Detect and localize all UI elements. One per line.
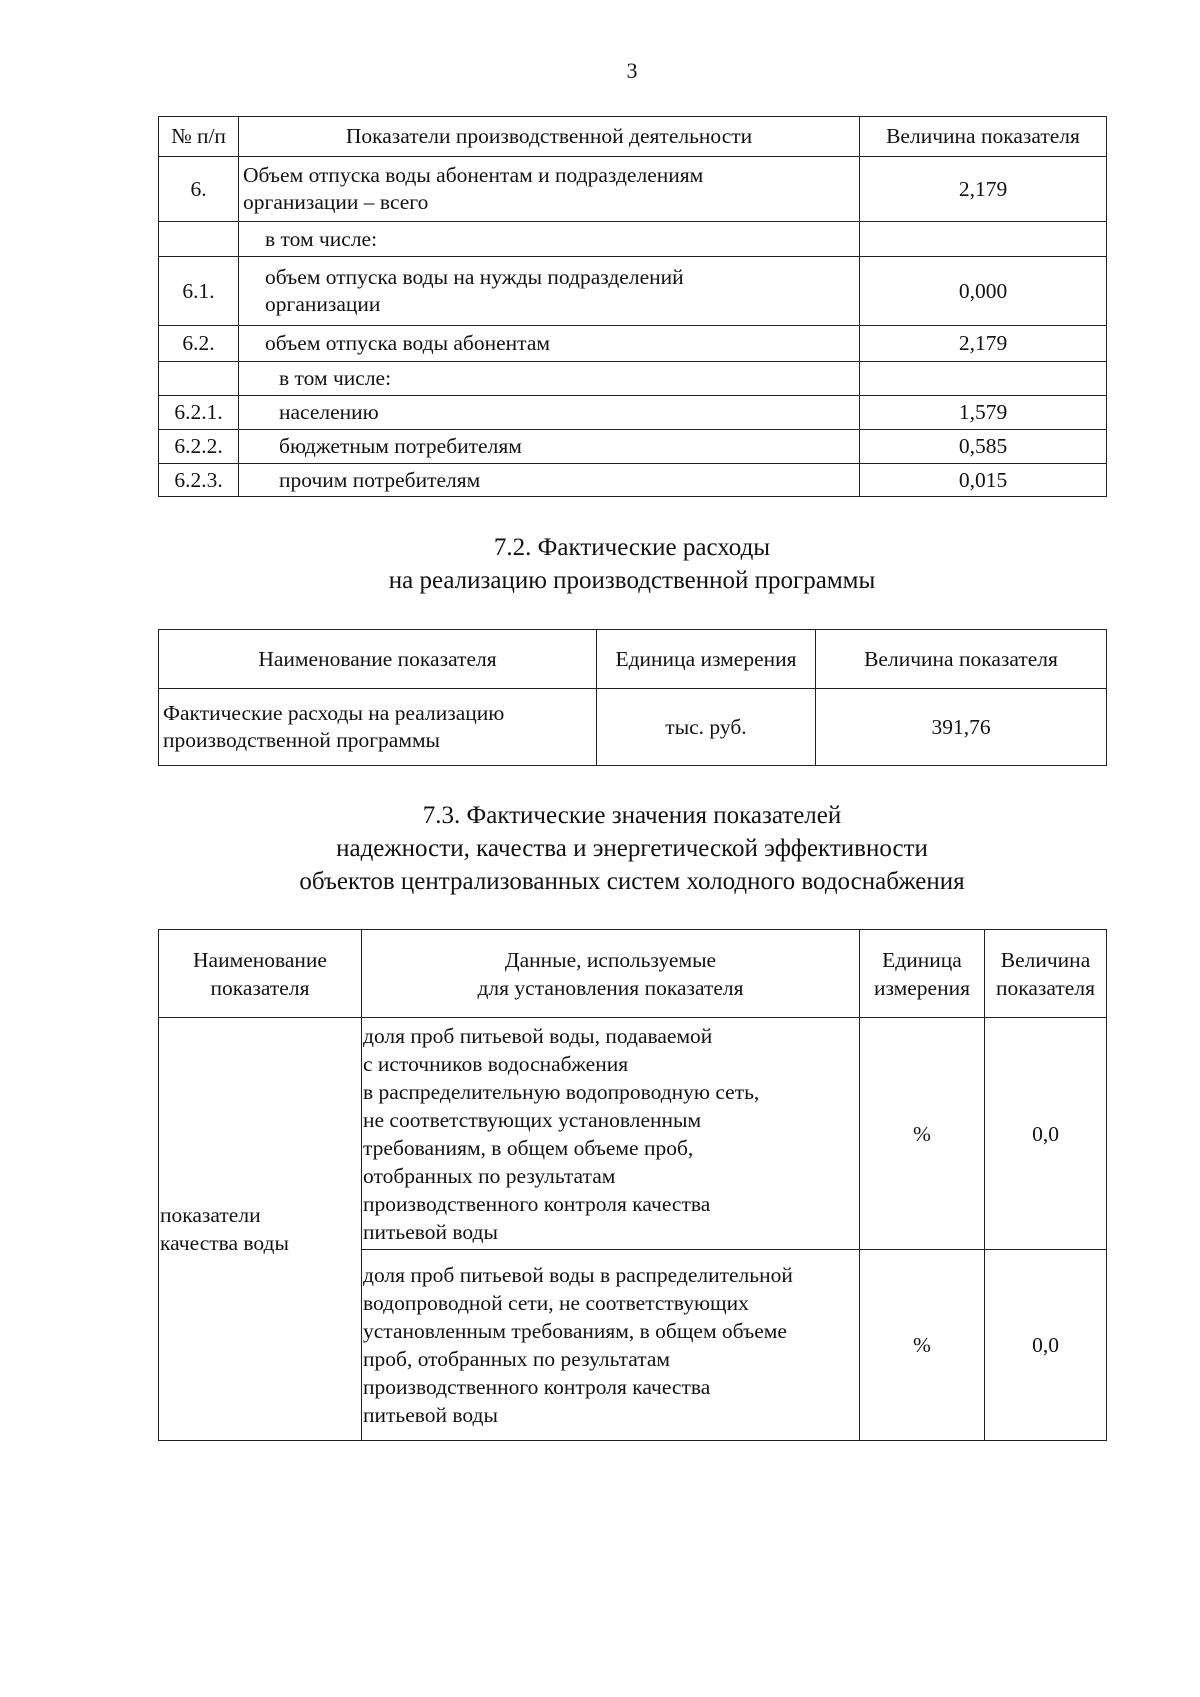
row-number: 6.1. — [159, 257, 239, 326]
row-value: 1,579 — [860, 396, 1107, 430]
row-number — [159, 362, 239, 396]
section-title-line: объектов централизованных систем холодного водоснабжения — [299, 868, 965, 895]
row-number: 6.2. — [159, 326, 239, 362]
row-number: 6.2.2. — [159, 430, 239, 464]
row-label: Объем отпуска воды абонентам и подразделениям организации – всего — [239, 157, 860, 222]
table-row — [159, 222, 1107, 257]
indicator-data: доля проб питьевой воды в распределительной водопроводной сети, не соответствующих установленным требованиям, в общем объеме проб, отобранных по результатам производственного контроля качества питьевой воды — [362, 1250, 860, 1441]
table-row — [159, 689, 1107, 766]
page-number: 3 — [626, 58, 638, 83]
table-row — [159, 396, 1107, 430]
table-header-row — [159, 117, 1107, 157]
table-header-row — [159, 630, 1107, 689]
header-cell: Показатели производственной деятельности — [239, 117, 860, 157]
group-label: показатели качества воды — [159, 1018, 362, 1441]
header-cell: № п/п — [159, 117, 239, 157]
row-number: 6.2.3. — [159, 464, 239, 497]
section-7-2-title — [158, 531, 1106, 597]
header-cell: Величина показателя — [860, 117, 1107, 157]
section-title-line: надежности, качества и энергетической эффективности — [336, 835, 928, 862]
row-label: в том числе: — [239, 222, 860, 257]
row-number — [159, 222, 239, 257]
row-label: объем отпуска воды абонентам — [239, 326, 860, 362]
header-cell: Величина показателя — [985, 930, 1107, 1018]
table-header-row — [159, 930, 1107, 1018]
indicator-name: Фактические расходы на реализацию производственной программы — [159, 689, 597, 766]
table-row — [159, 430, 1107, 464]
header-cell: Единица измерения — [860, 930, 985, 1018]
unit: тыс. руб. — [597, 689, 816, 766]
row-number: 6.2.1. — [159, 396, 239, 430]
table-row — [159, 257, 1107, 326]
header-cell: Единица измерения — [597, 630, 816, 689]
row-value: 0,015 — [860, 464, 1107, 497]
value: 391,76 — [816, 689, 1107, 766]
quality-indicators-table — [158, 929, 1107, 1441]
table-row — [159, 464, 1107, 497]
row-number: 6. — [159, 157, 239, 222]
row-label: прочим потребителям — [239, 464, 860, 497]
production-indicators-table — [158, 116, 1107, 497]
header-cell: Данные, используемые для установления показателя — [362, 930, 860, 1018]
row-label: объем отпуска воды на нужды подразделений организации — [239, 257, 860, 326]
row-value — [860, 222, 1107, 257]
header-cell: Наименование показателя — [159, 930, 362, 1018]
table-row — [159, 157, 1107, 222]
section-7-3-title — [158, 799, 1106, 898]
section-title-line: 7.2. Фактические расходы — [493, 534, 771, 561]
row-value: 0,585 — [860, 430, 1107, 464]
row-value: 2,179 — [860, 157, 1107, 222]
unit: % — [860, 1250, 985, 1441]
indicator-data: доля проб питьевой воды, подаваемой с источников водоснабжения в распределительную водопроводную сеть, не соответствующих установленным требованиям, в общем объеме проб, отобранных по результатам производственного контроля качества питьевой воды — [362, 1018, 860, 1250]
table-row — [159, 362, 1107, 396]
header-cell: Величина показателя — [816, 630, 1107, 689]
table-row — [159, 1018, 1107, 1250]
header-cell: Наименование показателя — [159, 630, 597, 689]
table-row — [159, 326, 1107, 362]
section-title-line: на реализацию производственной программы — [388, 567, 876, 594]
actual-expenses-table — [158, 629, 1107, 766]
row-value: 2,179 — [860, 326, 1107, 362]
row-value: 0,000 — [860, 257, 1107, 326]
section-title-line: 7.3. Фактические значения показателей — [422, 802, 842, 829]
row-label: бюджетным потребителям — [239, 430, 860, 464]
unit: % — [860, 1018, 985, 1250]
row-label: населению — [239, 396, 860, 430]
row-label: в том числе: — [239, 362, 860, 396]
row-value — [860, 362, 1107, 396]
value: 0,0 — [985, 1250, 1107, 1441]
value: 0,0 — [985, 1018, 1107, 1250]
